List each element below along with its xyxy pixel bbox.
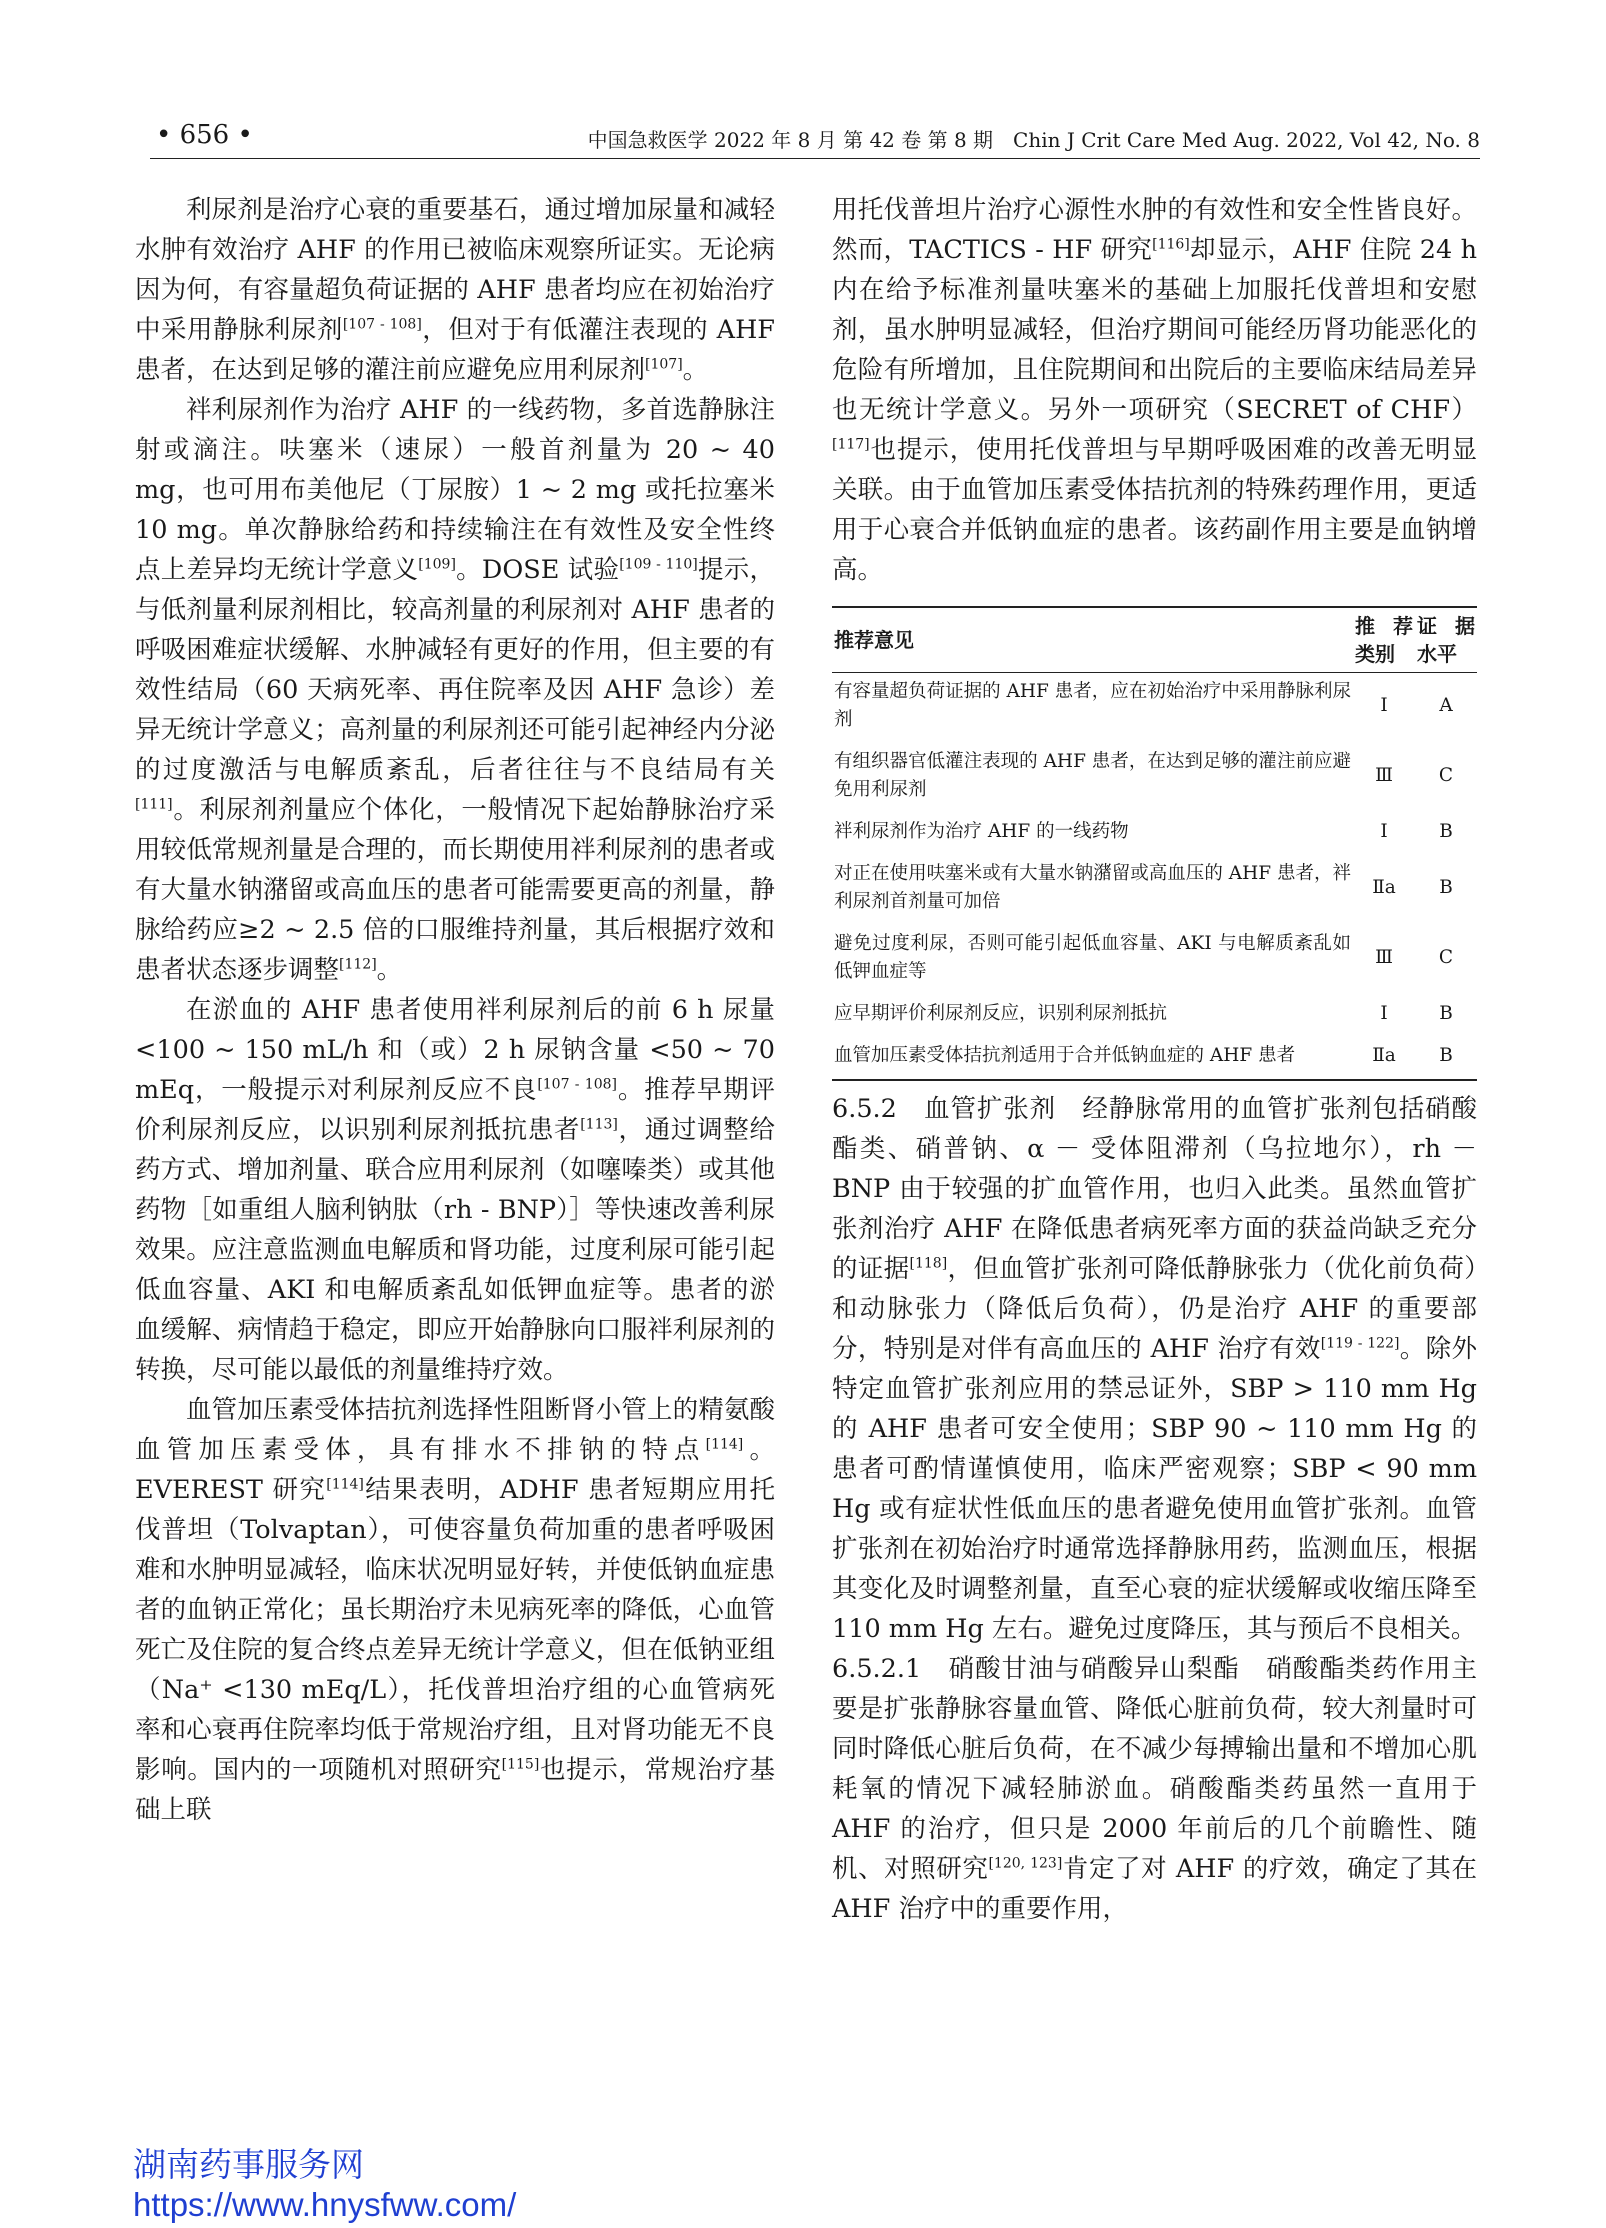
recommendation-text: 袢利尿剂作为治疗 AHF 的一线药物 xyxy=(834,821,1129,842)
evidence-level: A xyxy=(1439,695,1453,716)
evidence-level: C xyxy=(1438,765,1454,786)
table-row xyxy=(832,813,1477,855)
paragraph-vasopressin-antagonists: 血管加压素受体拮抗剂选择性阻断肾小管上的精氨酸血管加压素受体，具有排水不排钠的特点[114]。EVEREST 研究[114]结果表明，ADHF 患者短期应用托伐普坦（Tolvaptan），可使容量负荷加重的患者呼吸困难和水肿明显减轻，临床状况明显好转，并使低钠血症患者的血钠正常化；虽长期治疗未见病死率的降低，心血管死亡及住院的复合终点差异无统计学意义，但在低钠亚组（Na⁺ <130 mEq/L），托伐普坦治疗组的心血管病死率和心衰再住院率均低于常规治疗组，且对肾功能无不良影响。国内的一项随机对照研究[115]也提示，常规治疗基础上联 xyxy=(135,1395,775,1825)
recommendation-class: Ⅱa xyxy=(1372,1045,1396,1066)
citation: [115] xyxy=(501,1756,540,1773)
paragraph-loop-diuretics: 袢利尿剂作为治疗 AHF 的一线药物，多首选静脉注射或滴注。呋塞米（速尿）一般首剂量为 20 ~ 40 mg，也可用布美他尼（丁尿胺）1 ~ 2 mg 或托拉塞米 10 mg。单次静脉给药和持续输注在有效性及安全性终点上差异均无统计学意义[109]。DOSE 试验[109 - 110]提示，与低剂量利尿剂相比，较高剂量的利尿剂对 AHF 患者的呼吸困难症状缓解、水肿减轻有更好的作用，但主要的有效性结局（60 天病死率、再住院率及因 AHF 急诊）差异无统计学意义；高剂量的利尿剂还可能引起神经内分泌的过度激活与电解质紊乱，后者往往与不良结局有关[111]。利尿剂剂量应个体化，一般情况下起始静脉治疗采用较低常规剂量是合理的，而长期使用袢利尿剂的患者或有大量水钠潴留或高血压的患者可能需要更高的剂量，静脉给药应≥2 ~ 2.5 倍的口服维持剂量，其后根据疗效和患者状态逐步调整[112]。 xyxy=(135,395,775,985)
citation: [107] xyxy=(645,356,683,373)
evidence-level: B xyxy=(1439,877,1453,898)
recommendation-text: 避免过度利尿，否则可能引起低血容量、AKI 与电解质紊乱如低钾血症等 xyxy=(834,933,1351,982)
header-level: 证据水平 xyxy=(1415,607,1477,673)
recommendation-text: 血管加压素受体拮抗剂适用于合并低钠血症的 AHF 患者 xyxy=(834,1045,1296,1066)
recommendation-text: 应早期评价利尿剂反应，识别利尿剂抵抗 xyxy=(834,1003,1168,1024)
page-header xyxy=(150,118,1480,159)
journal-citation: 中国急救医学 2022 年 8 月 第 42 卷 第 8 期 Chin J Crit Care Med Aug. 2022, Vol 42, No. 8 xyxy=(587,128,1480,152)
table-row xyxy=(832,673,1477,744)
citation: [120, 123] xyxy=(988,1855,1063,1872)
citation: [119 - 122] xyxy=(1320,1335,1400,1352)
paragraph-diuretic-response: 在淤血的 AHF 患者使用袢利尿剂后的前 6 h 尿量 <100 ~ 150 mL/h 和（或）2 h 尿钠含量 <50 ~ 70 mEq，一般提示对利尿剂反应不良[107 - 108]。推荐早期评价利尿剂反应，以识别利尿剂抵抗患者[113]，通过调整给药方式、增加剂量、联合应用利尿剂（如噻嗪类）或其他药物［如重组人脑利钠肽（rh - BNP）］等快速改善利尿效果。应注意监测血电解质和肾功能，过度利尿可能引起低血容量、AKI 和电解质紊乱如低钾血症等。患者的淤血缓解、病情趋于稳定，即应开始静脉向口服袢利尿剂的转换，尽可能以最低的剂量维持疗效。 xyxy=(135,995,775,1385)
table-header-row xyxy=(832,607,1477,673)
left-column xyxy=(135,190,775,1830)
citation: [117] xyxy=(832,436,870,453)
citation: [114] xyxy=(705,1436,744,1453)
recommendation-class: Ⅲ xyxy=(1375,765,1393,786)
page-number: • 656 • xyxy=(156,120,253,150)
citation: [109] xyxy=(418,556,456,573)
recommendation-table xyxy=(832,606,1477,1081)
citation: [113] xyxy=(580,1116,618,1133)
table-row xyxy=(832,925,1477,995)
evidence-level: B xyxy=(1439,1003,1453,1024)
header-class: 推荐类别 xyxy=(1353,607,1415,673)
table-row xyxy=(832,1037,1477,1080)
citation: [114] xyxy=(326,1476,364,1493)
evidence-level: B xyxy=(1439,1045,1453,1066)
table-row xyxy=(832,743,1477,813)
citation: [111] xyxy=(135,796,173,813)
right-column xyxy=(832,190,1477,1929)
paragraph-tolvaptan: 用托伐普坦片治疗心源性水肿的有效性和安全性皆良好。然而，TACTICS - HF 研究[116]却显示，AHF 住院 24 h 内在给予标准剂量呋塞米的基础上加服托伐普坦和安慰剂，虽水肿明显减轻，但治疗期间可能经历肾功能恶化的危险有所增加，且住院期间和出院后的主要临床结局差异也无统计学意义。另外一项研究（SECRET of CHF）[117]也提示，使用托伐普坦与早期呼吸困难的改善无明显关联。由于血管加压素受体拮抗剂的特殊药理作用，更适用于心衰合并低钠血症的患者。该药副作用主要是血钠增高。 xyxy=(832,195,1477,585)
watermark-site-name: 湖南药事服务网 xyxy=(133,2146,364,2183)
evidence-level: B xyxy=(1439,821,1453,842)
evidence-level: C xyxy=(1438,947,1454,968)
header-recommendation: 推荐意见 xyxy=(832,607,1353,673)
section-6-5-2-vasodilators: 6.5.2 血管扩张剂 经静脉常用的血管扩张剂包括硝酸酯类、硝普钠、α － 受体阻滞剂（乌拉地尔），rh － BNP 由于较强的扩血管作用，也归入此类。虽然血管扩张剂治疗 AHF 在降低患者病死率方面的获益尚缺乏充分的证据[118]，但血管扩张剂可降低静脉张力（优化前负荷）和动脉张力（降低后负荷），仍是治疗 AHF 的重要部分，特别是对伴有高血压的 AHF 治疗有效[119 - 122]。除外特定血管扩张剂应用的禁忌证外，SBP > 110 mm Hg 的 AHF 患者可安全使用；SBP 90 ~ 110 mm Hg 的患者可酌情谨慎使用，临床严密观察；SBP < 90 mm Hg 或有症状性低血压的患者避免使用血管扩张剂。血管扩张剂在初始治疗时通常选择静脉用药，监测血压，根据其变化及时调整剂量，直至心衰的症状缓解或收缩压降至 110 mm Hg 左右。避免过度降压，其与预后不良相关。 xyxy=(832,1094,1477,1644)
recommendation-text: 有容量超负荷证据的 AHF 患者，应在初始治疗中采用静脉利尿剂 xyxy=(834,681,1351,730)
citation: [107 - 108] xyxy=(537,1076,617,1093)
recommendation-class: Ⅱa xyxy=(1372,877,1396,898)
section-6-5-2-1-nitrates: 6.5.2.1 硝酸甘油与硝酸异山梨酯 硝酸酯类药作用主要是扩张静脉容量血管、降低心脏前负荷，较大剂量时可同时降低心脏后负荷，在不减少每搏输出量和不增加心肌耗氧的情况下减轻肺淤血。硝酸酯类药虽然一直用于 AHF 的治疗，但只是 2000 年前后的几个前瞻性、随机、对照研究[120, 123]肯定了对 AHF 的疗效，确定了其在 AHF 治疗中的重要作用， xyxy=(832,1654,1477,1924)
table-row xyxy=(832,855,1477,925)
recommendation-class: Ⅰ xyxy=(1380,695,1388,716)
citation: [112] xyxy=(339,956,377,973)
recommendation-class: Ⅲ xyxy=(1375,947,1393,968)
citation: [116] xyxy=(1152,236,1190,253)
recommendation-text: 对正在使用呋塞米或有大量水钠潴留或高血压的 AHF 患者，袢利尿剂首剂量可加倍 xyxy=(834,863,1351,912)
recommendation-class: Ⅰ xyxy=(1380,821,1388,842)
paragraph-diuretics-intro: 利尿剂是治疗心衰的重要基石，通过增加尿量和减轻水肿有效治疗 AHF 的作用已被临床观察所证实。无论病因为何，有容量超负荷证据的 AHF 患者均应在初始治疗中采用静脉利尿剂[107 - 108]，但对于有低灌注表现的 AHF 患者，在达到足够的灌注前应避免应用利尿剂[107]。 xyxy=(135,195,776,385)
watermark-url: https://www.hnysfww.com/ xyxy=(133,2186,517,2223)
recommendation-class: Ⅰ xyxy=(1380,1003,1388,1024)
citation: [118] xyxy=(909,1255,948,1272)
table-row xyxy=(832,995,1477,1037)
recommendation-text: 有组织器官低灌注表现的 AHF 患者，在达到足够的灌注前应避免用利尿剂 xyxy=(834,751,1351,800)
citation: [107 - 108] xyxy=(342,316,422,333)
citation: [109 - 110] xyxy=(619,556,698,573)
site-watermark xyxy=(133,2145,516,2225)
